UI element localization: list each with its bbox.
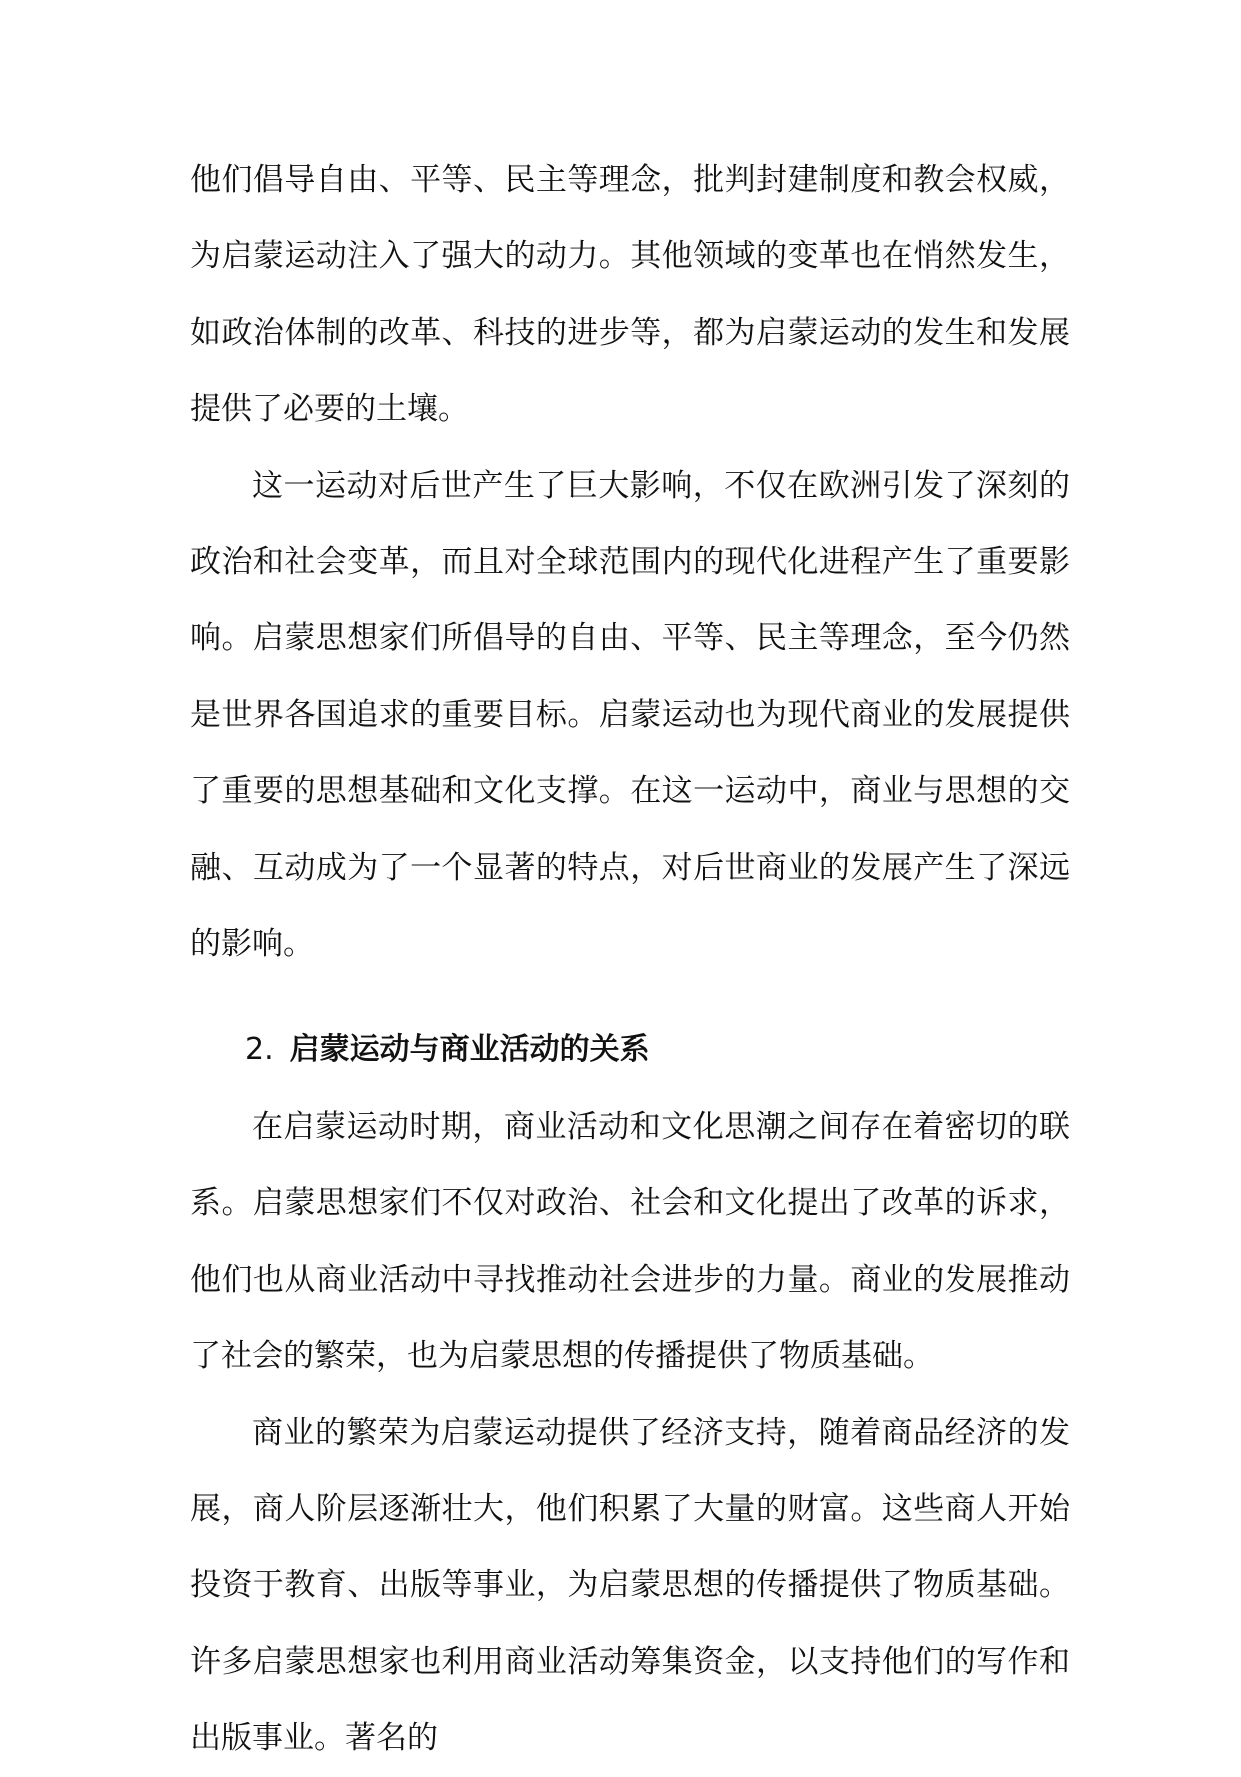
paragraph-continued: 他们倡导自由、平等、民主等理念，批判封建制度和教会权威，为启蒙运动注入了强大的动力。其他领域的变革也在悄然发生，如政治体制的改革、科技的进步等，都为启蒙运动的发生和发展提供了必要的土壤。 (190, 162, 1070, 428)
paragraph-commerce-prosperity: 商业的繁荣为启蒙运动提供了经济支持，随着商品经济的发展，商人阶层逐渐壮大，他们积累了大量的财富。这些商人开始投资于教育、出版等事业，为启蒙思想的传播提供了物质基础。许多启蒙思想家也利用商业活动筹集资金，以支持他们的写作和出版事业。著名的 (190, 1414, 1070, 1757)
document-body (190, 142, 1070, 1777)
section-heading (190, 1012, 1070, 1088)
paragraph-enlightenment-impact: 这一运动对后世产生了巨大影响，不仅在欧洲引发了深刻的政治和社会变革，而且对全球范围内的现代化进程产生了重要影响。启蒙思想家们所倡导的自由、平等、民主等理念，至今仍然是世界各国追求的重要目标。启蒙运动也为现代商业的发展提供了重要的思想基础和文化支撑。在这一运动中，商业与思想的交融、互动成为了一个显著的特点，对后世商业的发展产生了深远的影响。 (190, 467, 1070, 963)
paragraph-commerce-culture: 在启蒙运动时期，商业活动和文化思潮之间存在着密切的联系。启蒙思想家们不仅对政治、社会和文化提出了改革的诉求，他们也从商业活动中寻找推动社会进步的力量。商业的发展推动了社会的繁荣，也为启蒙思想的传播提供了物质基础。 (190, 1108, 1070, 1375)
section-title: 启蒙运动与商业活动的关系 (289, 1032, 650, 1068)
section-number: 2. (245, 1032, 274, 1068)
